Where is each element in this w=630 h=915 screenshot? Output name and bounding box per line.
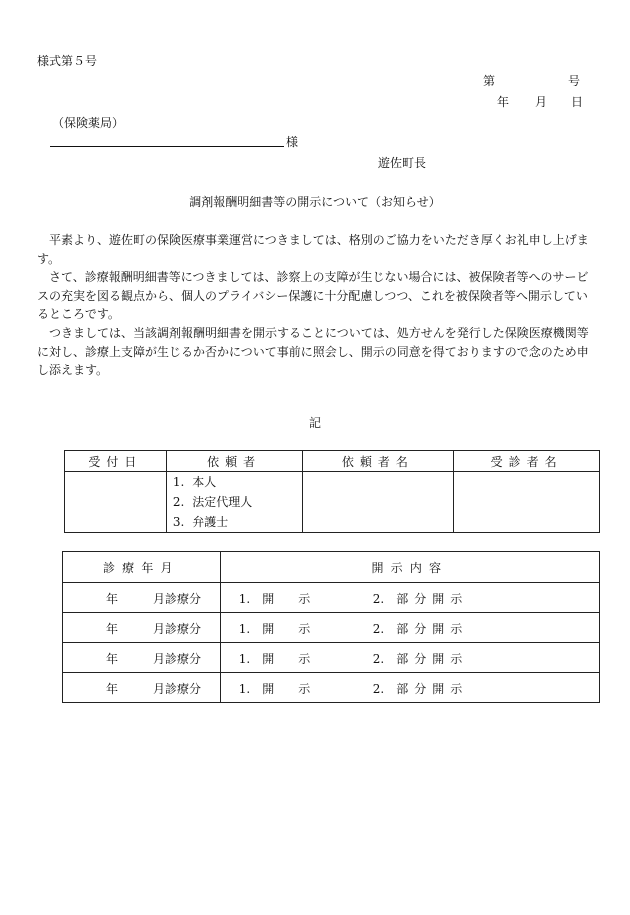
date-month: 月 [535, 95, 548, 109]
year-label: 年 [106, 622, 119, 636]
option-label: 弁護士 [192, 515, 229, 529]
option-label: 開 示 [262, 652, 311, 666]
month-label: 月診療分 [153, 622, 202, 636]
requester-options-cell [166, 472, 302, 533]
sender-name: 遊佐町長 [378, 156, 427, 170]
option-label: 部分開示 [396, 592, 469, 606]
month-label: 月診療分 [153, 592, 202, 606]
form-number: 様式第５号 [37, 54, 98, 68]
option-number: 2. [372, 622, 385, 636]
body-paragraph: さて、診療報酬明細書等につきましては、診察上の支障が生じない場合には、被保険者等へのサービスの充実を図る観点から、個人のプライバシー保護に十分配慮しつつ、これを被保険者等へ開示しているところです。 [37, 270, 589, 322]
treatment-month-cell[interactable] [63, 583, 221, 613]
option-label: 法定代理人 [192, 495, 253, 509]
disclosure-content-cell [220, 613, 599, 643]
document-number-suffix: 号 [568, 74, 581, 88]
ki-heading: 記 [308, 416, 321, 430]
treatment-month-cell[interactable] [63, 673, 221, 703]
requester-option[interactable] [167, 472, 302, 492]
month-label: 月診療分 [153, 682, 202, 696]
month-label: 月診療分 [153, 652, 202, 666]
treatment-month-cell[interactable] [63, 613, 221, 643]
header-reception-date: 受付日 [65, 451, 167, 472]
year-label: 年 [106, 682, 119, 696]
request-table-row [65, 472, 600, 533]
year-label: 年 [106, 592, 119, 606]
option-number: 2. [372, 592, 385, 606]
option-label: 開 示 [262, 592, 311, 606]
disclosure-table [62, 551, 600, 703]
disclosure-row [63, 643, 600, 673]
option-label: 本人 [192, 475, 217, 489]
option-number: 2. [372, 652, 385, 666]
disclosure-row [63, 583, 600, 613]
recipient-honorific: 様 [286, 135, 299, 149]
date-year: 年 [497, 95, 510, 109]
date-day: 日 [571, 95, 584, 109]
document-number-label: 第 [483, 74, 496, 88]
option-label: 部分開示 [396, 682, 469, 696]
disclosure-content-cell [220, 643, 599, 673]
body-paragraph: つきましては、当該調剤報酬明細書を開示することについては、処方せんを発行した保険医療機関等に対し、診療上支障が生じるか否かについて事前に照会し、開示の同意を得ておりますので念のため申し添えます。 [37, 325, 589, 378]
option-number: 1. [238, 622, 251, 636]
requester-option[interactable] [167, 492, 302, 512]
recipient-name-line [50, 146, 284, 147]
header-treatment-month: 診療年月 [63, 552, 221, 583]
disclosure-row [63, 673, 600, 703]
option-number: 2. [372, 682, 385, 696]
disclosure-row [63, 613, 600, 643]
header-patient-name: 受診者名 [454, 451, 600, 472]
recipient-label: （保険薬局） [52, 116, 125, 130]
treatment-month-cell[interactable] [63, 643, 221, 673]
option-number: 1. [238, 592, 251, 606]
option-label: 部分開示 [396, 652, 469, 666]
option-partial-disclosure[interactable] [373, 620, 468, 637]
option-label: 開 示 [262, 622, 311, 636]
requester-name-cell[interactable] [302, 472, 454, 533]
option-full-disclosure[interactable] [239, 650, 310, 667]
request-table-header-row [65, 451, 600, 472]
option-number: 1. [238, 682, 251, 696]
header-disclosure-content: 開示内容 [220, 552, 599, 583]
header-requester: 依頼者 [166, 451, 302, 472]
option-number: 1. [172, 475, 185, 489]
body-paragraph: 平素より、遊佐町の保険医療事業運営につきましては、格別のご協力をいただき厚くお礼申し上げます。 [37, 233, 589, 266]
option-number: 1. [238, 652, 251, 666]
option-partial-disclosure[interactable] [373, 650, 468, 667]
option-number: 2. [172, 495, 185, 509]
option-number: 3. [172, 515, 185, 529]
year-label: 年 [106, 652, 119, 666]
document-subject: 調剤報酬明細書等の開示について（お知らせ） [189, 195, 441, 209]
option-label: 開 示 [262, 682, 311, 696]
option-full-disclosure[interactable] [239, 680, 310, 697]
reception-date-cell[interactable] [65, 472, 167, 533]
patient-name-cell[interactable] [454, 472, 600, 533]
header-requester-name: 依頼者名 [302, 451, 454, 472]
option-label: 部分開示 [396, 622, 469, 636]
option-partial-disclosure[interactable] [373, 590, 468, 607]
disclosure-table-header-row [63, 552, 600, 583]
disclosure-content-cell [220, 583, 599, 613]
requester-option[interactable] [167, 512, 302, 532]
disclosure-content-cell [220, 673, 599, 703]
option-partial-disclosure[interactable] [373, 680, 468, 697]
body-text [37, 231, 597, 380]
option-full-disclosure[interactable] [239, 590, 310, 607]
request-table [64, 450, 600, 533]
option-full-disclosure[interactable] [239, 620, 310, 637]
